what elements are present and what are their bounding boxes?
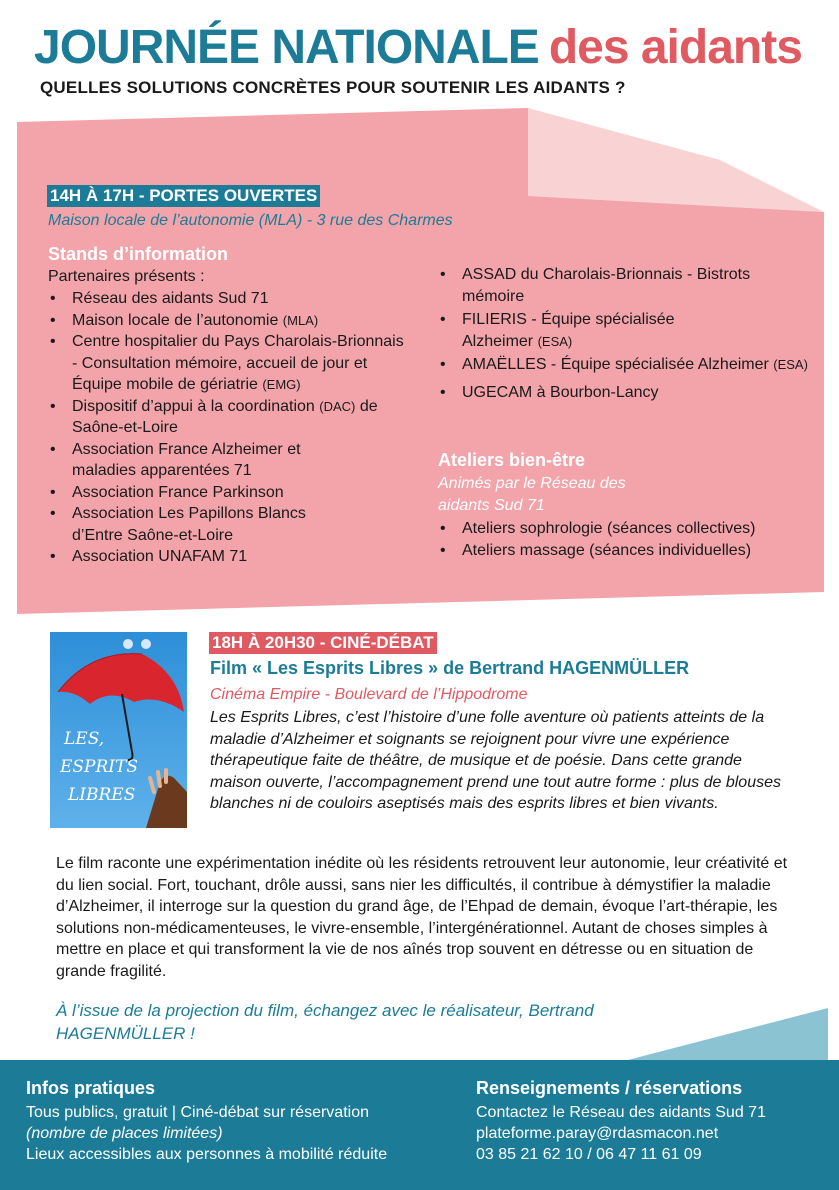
list-item [48, 546, 408, 568]
poster-title-line2: ESPRITS [60, 757, 138, 777]
film-description: Le film raconte une expérimentation inédite où les résidents retrouvent leur autonomie, leur créativité et du lien social. Fort, touchant, drôle aussi, sans nier les difficultés, il contribue à démystifier la maladie d’Alzheimer, il interroge sur la question du grand âge, de l’Ehpad de demain, évoque l’art-thérapie, les solutions non-médicamenteuses, le vivre-ensemble, l’intergénérationnel. Autant de choses simples à mettre en place et qui transforment la vie de nos aînés trop souvent en détresse ou en situation de grande fragilité. [56, 855, 788, 980]
partner-abbr: (ESA) [773, 357, 808, 372]
poster-title-line1: LES, [64, 729, 105, 749]
list-item [438, 264, 808, 307]
film-poster [50, 632, 187, 828]
partner-text: Association France Parkinson [72, 483, 284, 501]
film-synopsis: Les Esprits Libres, c’est l’histoire d’une folle aventure où patients atteints de la maladie d’Alzheimer et soignants se rejoignent pour vivre une expérience thérapeutique faite de théâtre, de musique et de poésie. Dans cette grande maison ouverte, l’accompagnement prend une tout autre forme : plus de blouses blanches ni de couloirs aseptisés mais des esprits libres et bien vivants. [210, 709, 781, 813]
contact-email[interactable]: plateforme.paray@rdasmacon.net [476, 1125, 719, 1142]
info-line-3: Lieux accessibles aux personnes à mobilité réduite [26, 1146, 388, 1163]
partner-abbr: (MLA) [282, 312, 319, 328]
partner-text: ASSAD du Charolais-Brionnais - Bistrots mémoire [462, 266, 751, 305]
contact-line-1: Contactez le Réseau des aidants Sud 71 [476, 1104, 766, 1121]
cine-time-label: 18H À 20H30 - CINÉ-DÉBAT [209, 632, 437, 654]
info-line-1: Tous publics, gratuit | Ciné-débat sur réservation [26, 1104, 369, 1121]
list-item [48, 396, 408, 439]
film-poster-image [50, 632, 187, 828]
partner-text: Association Les Papillons Blancs d’Entre Saône-et-Loire [72, 505, 306, 544]
partner-text: FILIERIS - Équipe spécialisée Alzheimer [462, 311, 675, 350]
list-item: • Ateliers massage (séances individuelles) [438, 540, 818, 562]
contact-heading: Renseignements / réservations [476, 1078, 743, 1098]
info-heading: Infos pratiques [26, 1078, 156, 1098]
partners-right-list [438, 264, 808, 403]
contact-phones[interactable]: 03 85 21 62 10 / 06 47 11 61 09 [476, 1146, 702, 1163]
list-item [438, 354, 808, 376]
light-blue-triangle [628, 1008, 828, 1060]
partner-abbr: (EMG) [262, 377, 301, 392]
partner-text: AMAËLLES - Équipe spécialisée Alzheimer [462, 356, 774, 373]
partners-left-list [48, 288, 408, 568]
wellbeing-list [438, 518, 818, 561]
partner-text: Centre hospitalier du Pays Charolais-Brionnais - Consultation mémoire, accueil de jour et Équipe mobile de gériatrie [72, 333, 404, 393]
partner-text: Association France Alzheimer et maladies apparentées 71 [72, 440, 301, 479]
title-part1: JOURNÉE NATIONALE [34, 21, 539, 74]
list-item [438, 309, 808, 352]
list-item [48, 331, 408, 396]
partner-text: UGECAM à Bourbon-Lancy [462, 383, 659, 401]
partners-intro: Partenaires présents : [48, 268, 205, 285]
footer [0, 1060, 839, 1190]
open-house-time-label: 14H À 17H - PORTES OUVERTES [47, 185, 320, 207]
list-item [48, 310, 408, 332]
partner-text: Maison locale de l’autonomie [72, 311, 283, 329]
partner-text: Dispositif d’appui à la coordination [72, 397, 320, 415]
partner-text: Réseau des aidants Sud 71 [72, 290, 269, 307]
wellbeing-heading: Ateliers bien-être [438, 450, 586, 470]
poster-title-line3: LIBRES [68, 785, 136, 805]
partner-abbr: (DAC) [319, 398, 356, 414]
title-part2: des aidants [548, 21, 802, 74]
stands-heading: Stands d’information [48, 244, 228, 264]
pink-light-triangle [528, 108, 824, 212]
partner-abbr: (ESA) [537, 333, 573, 349]
list-item [48, 503, 408, 546]
closing-message: À l’issue de la projection du film, échangez avec le réalisateur, Bertrand HAGENMÜLLER ! [56, 1001, 594, 1043]
cine-location: Cinéma Empire - Boulevard de l’Hippodrome [210, 686, 528, 703]
partner-text-2: de Saône-et-Loire [72, 397, 378, 436]
film-title: Film « Les Esprits Libres » de Bertrand HAGENMÜLLER [210, 658, 690, 678]
info-line-2: (nombre de places limitées) [26, 1125, 223, 1142]
wellbeing-subheading: Animés par le Réseau des aidants Sud 71 [438, 475, 626, 514]
partner-text: Association UNAFAM 71 [72, 548, 248, 565]
cine-time [209, 632, 437, 654]
list-item [48, 439, 408, 482]
open-house-location: Maison locale de l’autonomie (MLA) - 3 rue des Charmes [48, 212, 453, 229]
list-item [438, 382, 808, 404]
open-house-time [47, 185, 320, 207]
list-item [48, 288, 408, 310]
list-item: • Ateliers sophrologie (séances collectives) [438, 518, 818, 540]
list-item [48, 482, 408, 504]
page-subtitle: QUELLES SOLUTIONS CONCRÈTES POUR SOUTENIR LES AIDANTS ? [40, 78, 626, 97]
